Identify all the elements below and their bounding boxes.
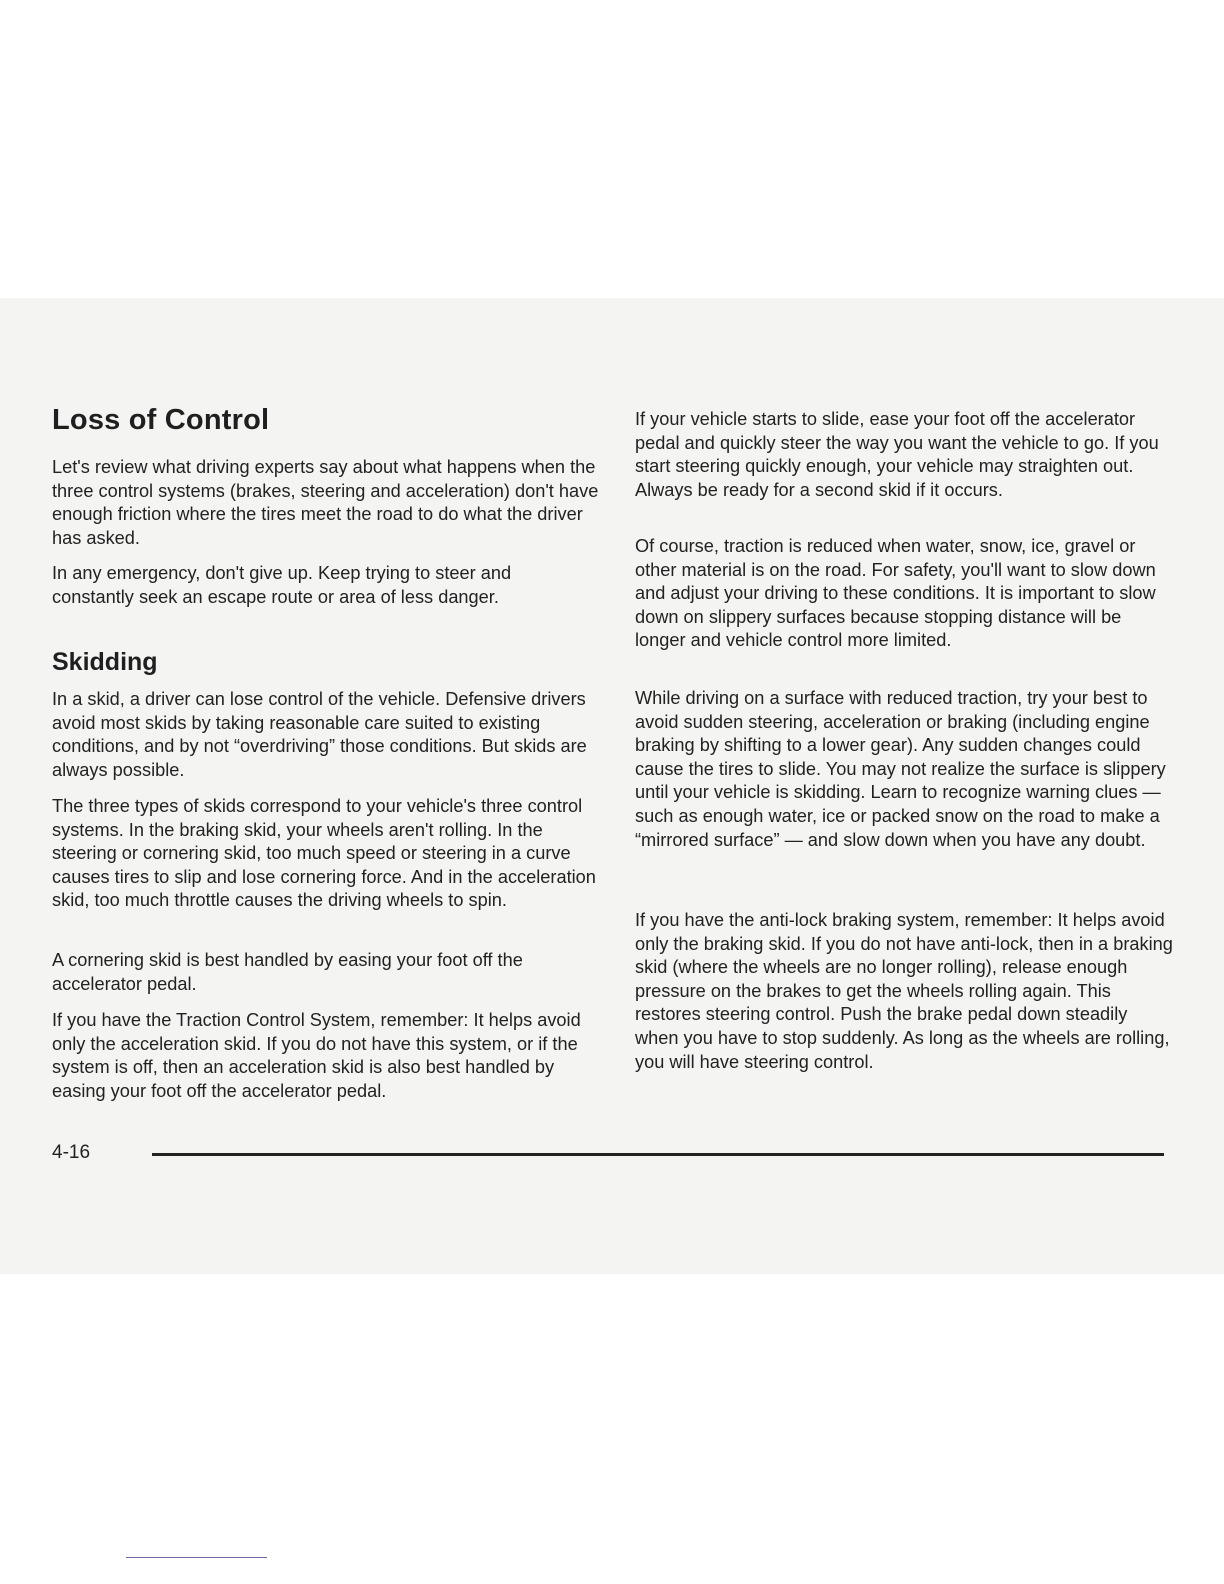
paragraph: In a skid, a driver can lose control of the vehicle. Defensive drivers avoid most skids by taking reasonable care suited to existing conditions, and by not “overdriving” those conditions. But skids are always possible. bbox=[52, 689, 587, 780]
paragraph: If your vehicle starts to slide, ease your foot off the accelerator pedal and quickly steer the way you want the vehicle to go. If you start steering quickly enough, your vehicle may straighten out. Always be ready for a second skid if it occurs. bbox=[635, 409, 1159, 500]
section-heading-skidding: Skidding bbox=[52, 648, 158, 676]
bottom-underline-divider bbox=[126, 1557, 267, 1558]
skid-paragraph-2 bbox=[52, 795, 600, 913]
paragraph: If you have the anti-lock braking system, remember: It helps avoid only the braking skid. If you do not have anti-lock, then in a braking skid (where the wheels are no longer rolling), release enough pressure on the brakes to get the wheels rolling again. This restores steering control. Push the brake pedal down steadily when you have to stop suddenly. As long as the wheels are rolling, you will have steering control. bbox=[635, 910, 1173, 1072]
paragraph: A cornering skid is best handled by easing your foot off the accelerator pedal. bbox=[52, 950, 523, 994]
right-paragraph-1 bbox=[635, 408, 1165, 502]
skidding-section-header bbox=[52, 647, 592, 677]
paragraph: While driving on a surface with reduced traction, try your best to avoid sudden steering, acceleration or braking (including engine braking by shifting to a lower gear). Any sudden changes could cause the tires to slide. You may not realize the surface is slippery until your vehicle is skidding. Learn to recognize warning clues — such as enough water, ice or packed snow on the road to make a “mirrored surface” — and slow down when you have any doubt. bbox=[635, 688, 1166, 850]
skid-paragraph-3 bbox=[52, 949, 600, 996]
paragraph: Let's review what driving experts say about what happens when the three control systems (brakes, steering and acceleration) don't have enough friction where the tires meet the road to do what the driver has asked. bbox=[52, 457, 599, 548]
right-paragraph-3 bbox=[635, 687, 1175, 852]
right-paragraph-2 bbox=[635, 535, 1175, 653]
paragraph: Of course, traction is reduced when water, snow, ice, gravel or other material is on the road. For safety, you'll want to slow down and adjust your driving to these conditions. It is important to slow down on slippery surfaces because stopping distance will be longer and vehicle control more limited. bbox=[635, 536, 1156, 651]
paragraph: If you have the Traction Control System, remember: It helps avoid only the acceleration skid. If you do not have this system, or if the system is off, then an acceleration skid is also best handled by easing your foot off the accelerator pedal. bbox=[52, 1010, 581, 1101]
page-title: Loss of Control bbox=[52, 404, 270, 436]
right-paragraph-4 bbox=[635, 909, 1175, 1074]
left-intro-paragraph-2 bbox=[52, 562, 572, 609]
skid-paragraph-4 bbox=[52, 1009, 600, 1103]
skid-paragraph-1 bbox=[52, 688, 600, 782]
paragraph: In any emergency, don't give up. Keep trying to steer and constantly seek an escape route or area of less danger. bbox=[52, 563, 512, 607]
paragraph: The three types of skids correspond to your vehicle's three control systems. In the braking skid, your wheels aren't rolling. In the steering or cornering skid, too much speed or steering in a curve causes tires to slip and lose cornering force. And in the acceleration skid, too much throttle causes the driving wheels to spin. bbox=[52, 796, 596, 911]
footer-divider bbox=[152, 1153, 1164, 1156]
page-number: 4-16 bbox=[52, 1142, 91, 1163]
left-intro-paragraph-1 bbox=[52, 456, 600, 550]
